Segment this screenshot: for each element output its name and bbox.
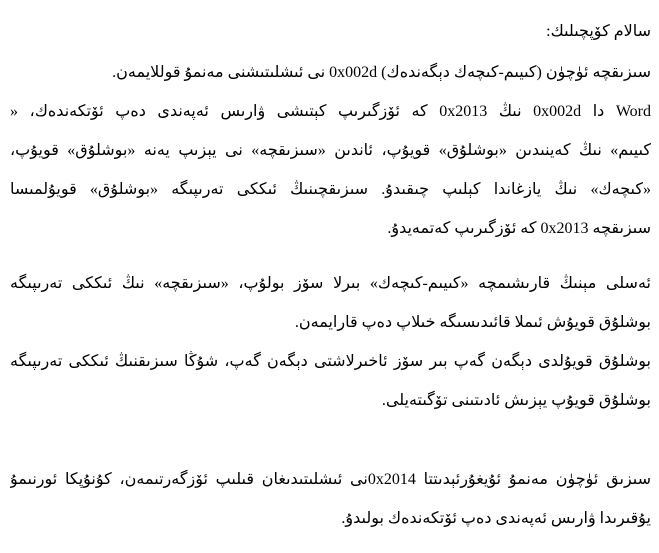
- paragraph-4-line-1: سىزىق ئۈچۈن مەنمۇ ئۇيغۇرئېدىتتا 0x2014نى ئىشلىتىدىغان قىلىپ ئۆزگەرتىمەن، كۇنۇپكا ئورنىمۇ: [10, 471, 651, 488]
- paragraph-1: [10, 53, 651, 248]
- paragraph-2-line-2: بوشلۇق قويۇش ئىملا قائىدىسىگە خىلاپ دەپ قارايمەن.: [294, 314, 651, 331]
- paragraph-1-line-2: Word دا 0x002d نىڭ 0x2013 كە ئۆزگىرىپ كېتىشى ۋارىس ئەپەندى دەپ ئۆتكەندەك، «: [10, 103, 651, 120]
- paragraph-3-line-2: بوشلۇق قويۇپ يېزىش ئادىتىنى تۆگىتەيلى.: [381, 392, 651, 409]
- paragraph-1-line-1: سىزىقچە ئۈچۈن (كىيىم-كىچەك دېگەندەك) 0x002d نى ئىشلىتىشنى مەنمۇ قوللايمەن.: [112, 64, 651, 81]
- paragraph-4: [10, 460, 651, 538]
- paragraph-4-line-2: يۇقىرىدا ۋارىس ئەپەندى دەپ ئۆتكەندەك بولىدۇ.: [341, 510, 651, 527]
- paragraph-3-line-1: بوشلۇق قويۇلدى دېگەن گەپ بىر سۆز ئاخىرلاشتى دېگەن گەپ، شۇڭا سىزىقنىڭ ئىككى تەرىپىگە: [10, 353, 651, 370]
- paragraph-3: [10, 342, 651, 420]
- greeting-line: سالام كۆپچىلىك:: [546, 23, 651, 40]
- paragraph-1-line-3: كىيىم» نىڭ كەينىدىن «بوشلۇق» قويۇپ، ئاندىن «سىزىقچە» نى يېزىپ يەنە «بوشلۇق» قويۇپ،: [10, 142, 651, 159]
- paragraph-1-line-5: سىزىقچە 0x2013 كە ئۆزگىرىپ كەتمەيدۇ.: [387, 220, 651, 237]
- paragraph-2-line-1: ئەسلى مېنىڭ قارىشىمچە «كىيىم-كىچەك» بىرلا سۆز بولۇپ، «سىزىقچە» نىڭ ئىككى تەرىپىگە: [10, 275, 651, 292]
- paragraph-2: [10, 264, 651, 342]
- paragraph-1-line-4: «كىچەك» نىڭ يازغاندا كېلىپ چىقىدۇ. سىزىقچىنىڭ ئىككى تەرىپىگە «بوشلۇق» قويۇلمىسا: [10, 181, 651, 198]
